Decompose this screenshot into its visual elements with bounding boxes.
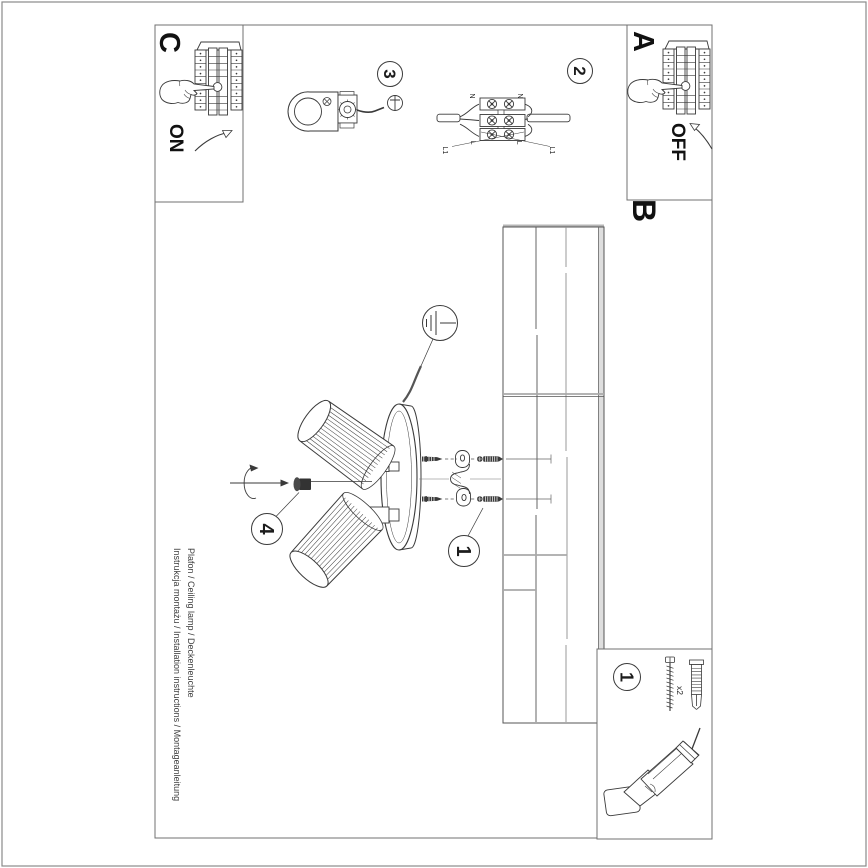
terminal-block — [480, 98, 525, 141]
off-label: OFF — [667, 123, 688, 161]
step4-number: 4 — [254, 523, 277, 535]
parts-box — [597, 649, 712, 839]
label-b: B — [626, 199, 662, 223]
footer-line-2: Plafon / Ceiling lamp / Deckenleuchte — [186, 548, 196, 698]
label-n-right: N — [516, 93, 523, 99]
step2-number: 2 — [569, 66, 589, 76]
footer-line-1: Instrukcja montażu / Installation instructions / Montageanleitung — [172, 548, 182, 802]
anchor-upper — [477, 456, 503, 462]
label-l1-right: L1 — [548, 146, 555, 155]
label-l1-left: L1 — [441, 146, 448, 155]
anchor-lower — [477, 496, 503, 502]
label-l-left: L — [469, 140, 476, 145]
label-c: C — [153, 32, 185, 53]
step1-number: 1 — [451, 545, 474, 557]
screw-qty-label: x2 — [675, 686, 685, 695]
label-l-right: L — [515, 140, 522, 145]
parts-badge-number: 1 — [616, 671, 637, 683]
label-a: A — [627, 31, 659, 52]
on-label: ON — [165, 124, 186, 153]
step3-number: 3 — [379, 69, 399, 79]
ceiling-drawing — [503, 226, 604, 724]
label-n-left: N — [468, 93, 475, 99]
